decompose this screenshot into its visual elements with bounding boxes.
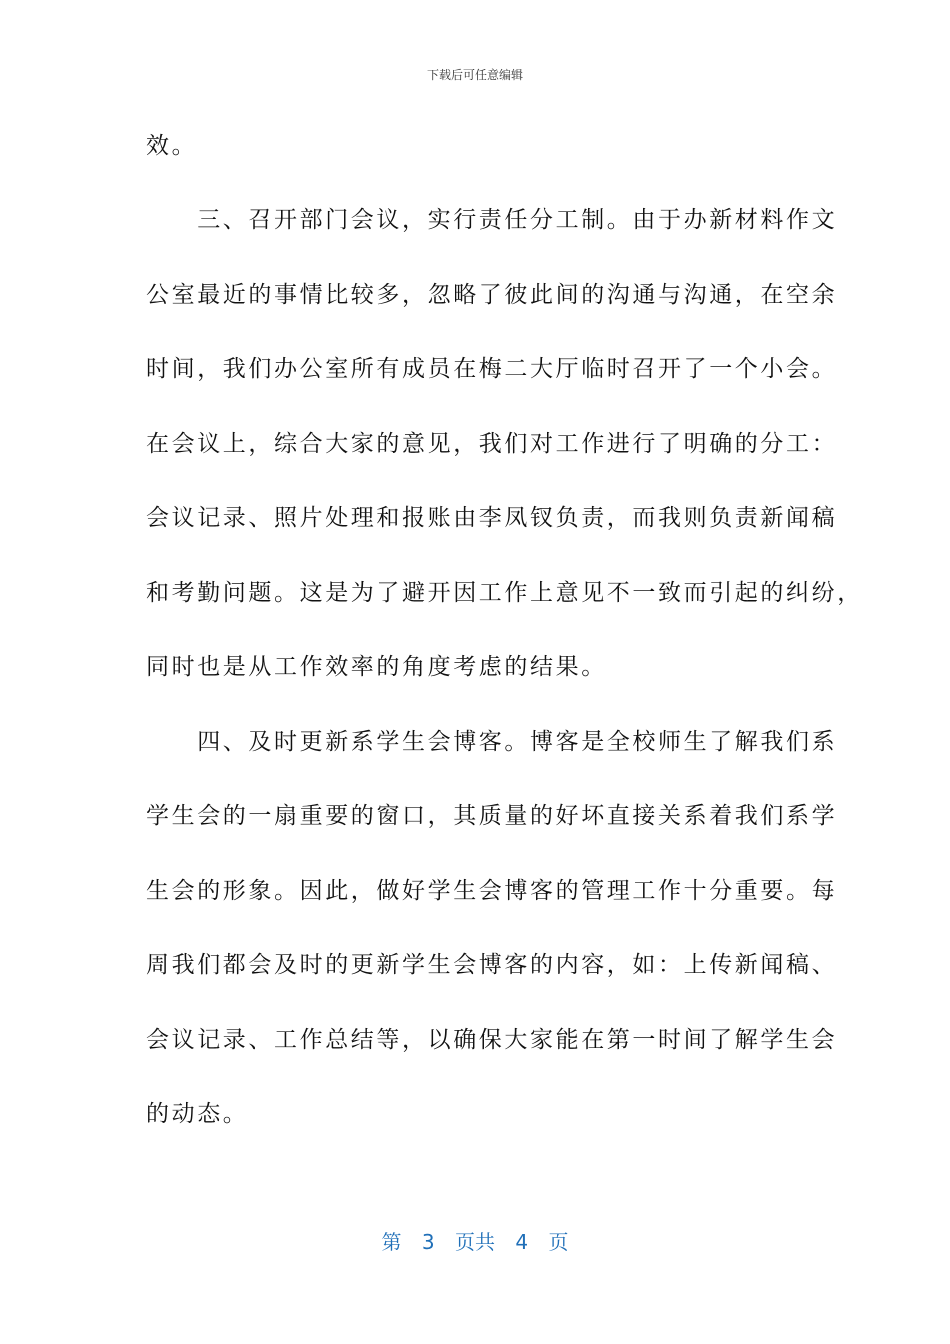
page-label-prefix: 第: [381, 1230, 402, 1254]
body-line: 同时也是从工作效率的角度考虑的结果。: [146, 654, 607, 680]
body-line: 周我们都会及时的更新学生会博客的内容，如：上传新闻稿、: [146, 952, 838, 978]
body-line: 和考勤问题。这是为了避开因工作上意见不一致而引起的纠纷，: [146, 580, 863, 606]
body-line: 的动态。: [146, 1101, 249, 1127]
current-page-number: 3: [421, 1230, 435, 1254]
body-line: 会议记录、照片处理和报账由李凤钗负责，而我则负责新闻稿: [146, 505, 838, 531]
body-line: 会议记录、工作总结等，以确保大家能在第一时间了解学生会: [146, 1027, 838, 1053]
body-line: 在会议上，综合大家的意见，我们对工作进行了明确的分工：: [146, 431, 838, 457]
body-line: 四、及时更新系学生会博客。博客是全校师生了解我们系: [146, 729, 838, 755]
body-line: 学生会的一扇重要的窗口，其质量的好坏直接关系着我们系学: [146, 803, 838, 829]
body-line: 时间，我们办公室所有成员在梅二大厅临时召开了一个小会。: [146, 356, 838, 382]
total-pages-number: 4: [515, 1230, 529, 1254]
page-label-suffix: 页: [548, 1230, 569, 1254]
body-line: 生会的形象。因此，做好学生会博客的管理工作十分重要。每: [146, 878, 838, 904]
page-footer: [0, 1226, 950, 1255]
body-line: 公室最近的事情比较多，忽略了彼此间的沟通与沟通，在空余: [146, 282, 838, 308]
page-label-mid: 页共: [455, 1230, 495, 1254]
page-header: 下载后可任意编辑: [426, 68, 523, 82]
body-line: 三、召开部门会议，实行责任分工制。由于办新材料作文: [146, 207, 838, 233]
body-line: 效。: [146, 133, 198, 159]
